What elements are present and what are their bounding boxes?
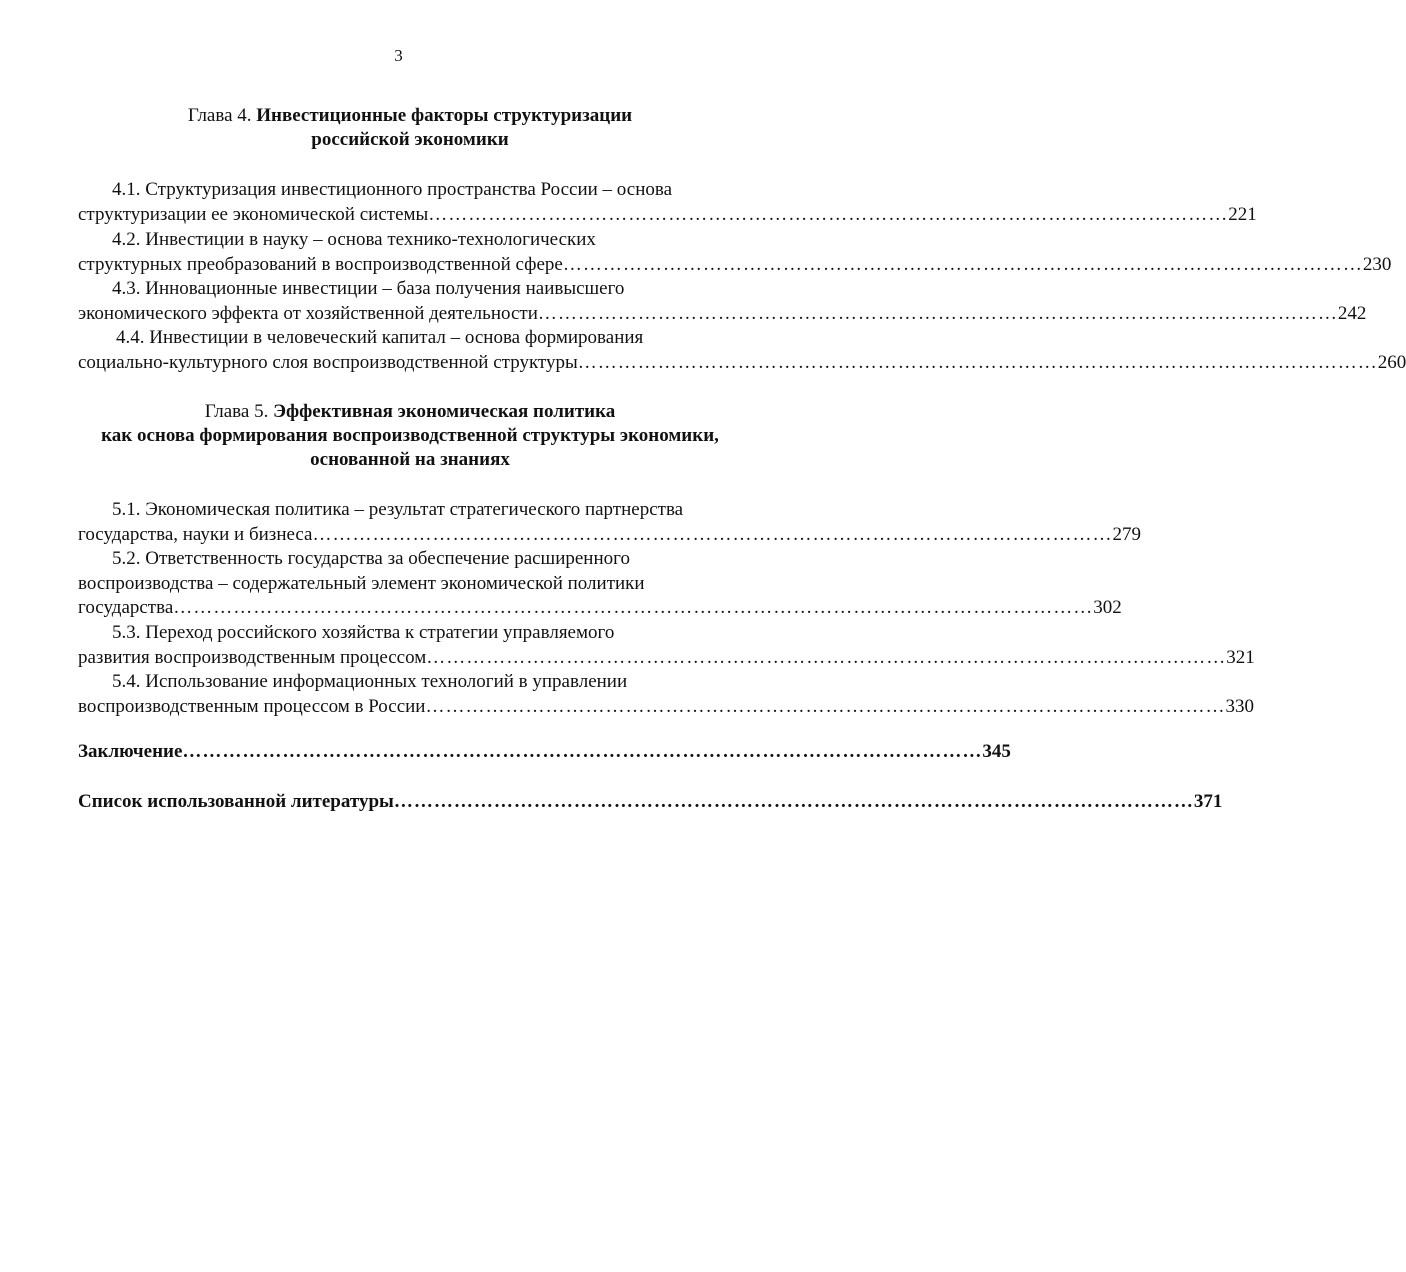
toc-entry-5-3[interactable]: 5.3. Переход российского хозяйства к стратегии управляемого развития воспроизводственным процессом…………………………………………………………………………………………………………321 (78, 622, 1255, 668)
toc-entry-4-4[interactable]: 4.4. Инвестиции в человеческий капитал – основа формирования социально-культурного слоя воспроизводственной структуры…………………………………………………………………………………………………………260 (78, 327, 1406, 373)
toc-entry-text: структуризации ее экономической системы (78, 203, 429, 225)
toc-entry-5-4[interactable]: 5.4. Использование информационных технологий в управлении воспроизводственным процессом в России…………………………………………………………………………………………………………330 (78, 671, 1254, 717)
toc-page-number: 345 (982, 741, 1011, 762)
toc-entry-text: социально-культурного слоя воспроизводственной структуры (78, 351, 578, 373)
chapter-4-title-line2: российской экономики (311, 129, 509, 150)
toc-entry-text: экономического эффекта от хозяйственной деятельности (78, 302, 538, 324)
toc-entry-text: развития воспроизводственным процессом (78, 646, 427, 668)
toc-page-number: 302 (1093, 597, 1122, 618)
toc-entry-text: 5.2. Ответственность государства за обеспечение расширенного (112, 548, 630, 569)
toc-entry-text: 4.3. Инновационные инвестиции – база получения наивысшего (112, 278, 625, 299)
toc-page-number: 230 (1362, 253, 1392, 275)
toc-entry-text: структурных преобразований в воспроизводственной сфере (78, 253, 563, 275)
toc-entry-text: воспроизводства – содержательный элемент экономической политики (78, 572, 645, 594)
toc-entry-conclusion[interactable]: Заключение…………………………………………………………………………………………………………345 (78, 741, 1011, 762)
chapter-4-prefix: Глава 4. (187, 105, 252, 126)
toc-entry-4-2[interactable]: 4.2. Инвестиции в науку – основа технико-технологических структурных преобразований в воспроизводственной сфере…………………………………………………………………………………………………………230 (78, 229, 1392, 275)
toc-page-number: 321 (1226, 646, 1255, 668)
toc-entry-text: Список использованной литературы (78, 791, 394, 812)
toc-entry-text: 4.1. Структуризация инвестиционного пространства России – основа (112, 179, 673, 200)
chapter-4-title-line1: Инвестиционные факторы структуризации (256, 105, 633, 126)
chapter-5-title-line3: основанной на знаниях (310, 449, 510, 470)
toc-entry-text: воспроизводственным процессом в России (78, 695, 426, 717)
toc-page-number: 279 (1112, 523, 1141, 545)
chapter-4-heading (60, 104, 760, 152)
toc-entry-references[interactable]: Список использованной литературы…………………………………………………………………………………………………………371 (78, 791, 1223, 812)
toc-entry-4-1[interactable]: 4.1. Структуризация инвестиционного пространства России – основа структуризации ее экономической системы…………………………………………………………………………………………………………221 (78, 179, 1257, 225)
page-number: 3 (394, 46, 403, 65)
toc-page-number: 260 (1377, 351, 1406, 373)
toc-entry-text: Заключение (78, 741, 183, 762)
toc-page-number: 221 (1228, 203, 1257, 225)
toc-entry-text: 4.4. Инвестиции в человеческий капитал – основа формирования (116, 327, 644, 348)
chapter-5-prefix: Глава 5. (204, 401, 269, 422)
toc-page-number: 242 (1337, 302, 1367, 324)
toc-entry-5-1[interactable]: 5.1. Экономическая политика – результат стратегического партнерства государства, науки и бизнеса…………………………………………………………………………………………………………279 (78, 499, 1141, 545)
chapter-5-heading (60, 400, 760, 472)
toc-entry-text: государства, науки и бизнеса (78, 523, 313, 545)
toc-entry-text: 5.4. Использование информационных технологий в управлении (112, 671, 628, 692)
toc-page-number: 330 (1225, 695, 1254, 717)
chapter-5-title-line2: как основа формирования воспроизводственной структуры экономики, (101, 425, 719, 446)
toc-entry-text: 5.3. Переход российского хозяйства к стратегии управляемого (112, 622, 615, 643)
chapter-5-title-line1: Эффективная экономическая политика (273, 401, 616, 422)
toc-entry-text: государства (78, 597, 174, 618)
toc-entry-5-2[interactable]: 5.2. Ответственность государства за обеспечение расширенного воспроизводства – содержательный элемент экономической политики государства…………………………………………………………………………………………………………………………302 (78, 548, 1122, 618)
toc-page-number: 371 (1193, 791, 1223, 812)
toc-entry-4-3[interactable]: 4.3. Инновационные инвестиции – база получения наивысшего экономического эффекта от хозяйственной деятельности…………………………………………………………………………………………………………242 (78, 278, 1367, 324)
toc-entry-text: 5.1. Экономическая политика – результат стратегического партнерства (112, 499, 684, 520)
toc-entry-text: 4.2. Инвестиции в науку – основа технико-технологических (112, 229, 596, 250)
